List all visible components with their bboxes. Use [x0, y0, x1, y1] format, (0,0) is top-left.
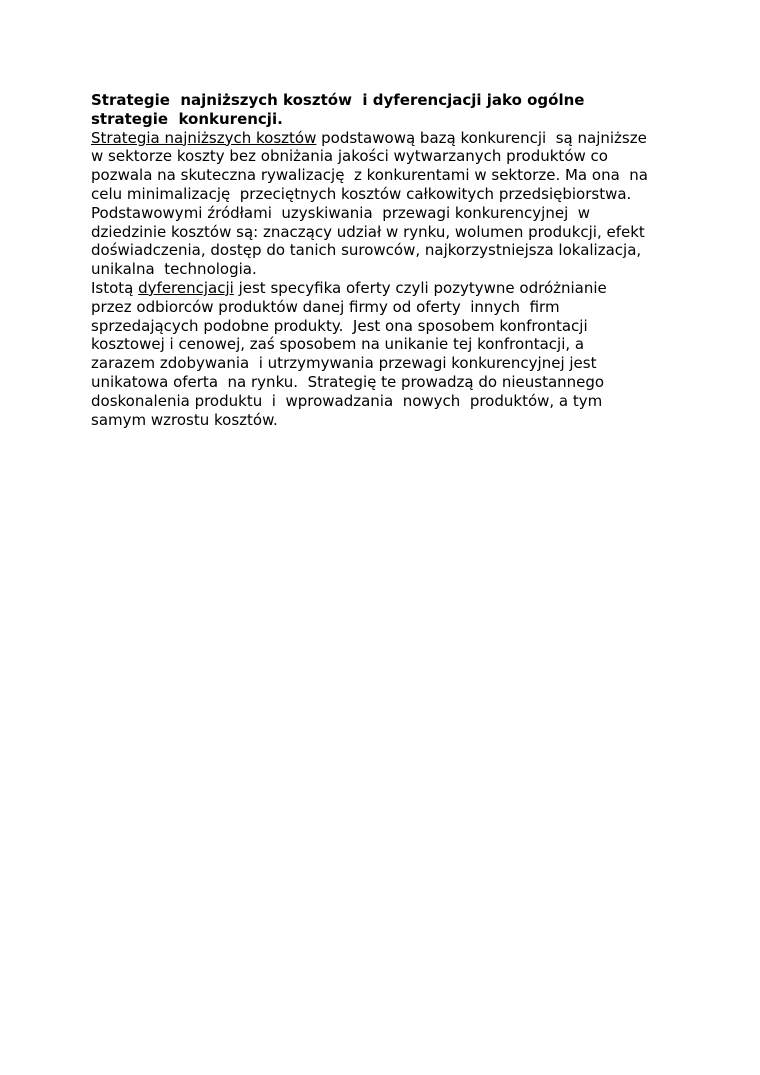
heading-line: Strategie najniższych kosztów i dyferencjacji jako ogólne: [91, 91, 585, 109]
paragraph-line: [91, 129, 681, 148]
paragraph-line: w sektorze koszty bez obniżania jakości wytwarzanych produktów co: [91, 147, 608, 166]
paragraph-line: zarazem zdobywania i utrzymywania przewagi konkurencyjnej jest: [91, 354, 597, 373]
underlined-term: dyferencjacji: [138, 278, 234, 297]
paragraph-line: celu minimalizację przeciętnych kosztów całkowitych przedsiębiorstwa.: [91, 184, 632, 203]
paragraph-line: samym wzrostu kosztów.: [91, 410, 278, 429]
paragraph-line: doskonalenia produktu i wprowadzania nowych produktów, a tym: [91, 391, 603, 410]
paragraph-text: jest specyfika oferty czyli pozytywne odróżnianie: [233, 278, 607, 297]
paragraph-line: unikatowa oferta na rynku. Strategię te prowadzą do nieustannego: [91, 372, 605, 391]
underlined-term: Strategia najniższych kosztów: [91, 128, 317, 147]
paragraph-differentiation: [91, 279, 681, 429]
paragraph-lowest-cost-strategy: [91, 129, 681, 279]
paragraph-line: dziedzinie kosztów są: znaczący udział w rynku, wolumen produkcji, efekt: [91, 222, 645, 241]
paragraph-line: [91, 279, 681, 298]
paragraph-line: sprzedających podobne produkty. Jest ona sposobem konfrontacji: [91, 316, 588, 335]
document-heading: [91, 91, 681, 129]
paragraph-line: przez odbiorców produktów danej firmy od oferty innych firm: [91, 297, 560, 316]
paragraph-text: Istotą: [91, 278, 139, 297]
paragraph-line: doświadczenia, dostęp do tanich surowców, najkorzystniejsza lokalizacja,: [91, 241, 642, 260]
paragraph-line: Podstawowymi źródłami uzyskiwania przewagi konkurencyjnej w: [91, 203, 591, 222]
document-body: [91, 91, 681, 429]
paragraph-line: kosztowej i cenowej, zaś sposobem na unikanie tej konfrontacji, a: [91, 335, 585, 354]
paragraph-line: pozwala na skuteczna rywalizację z konkurentami w sektorze. Ma ona na: [91, 166, 648, 185]
paragraph-line: unikalna technologia.: [91, 260, 257, 279]
heading-line: strategie konkurencji.: [91, 109, 283, 128]
paragraph-text: podstawową bazą konkurencji są najniższe: [316, 128, 647, 147]
